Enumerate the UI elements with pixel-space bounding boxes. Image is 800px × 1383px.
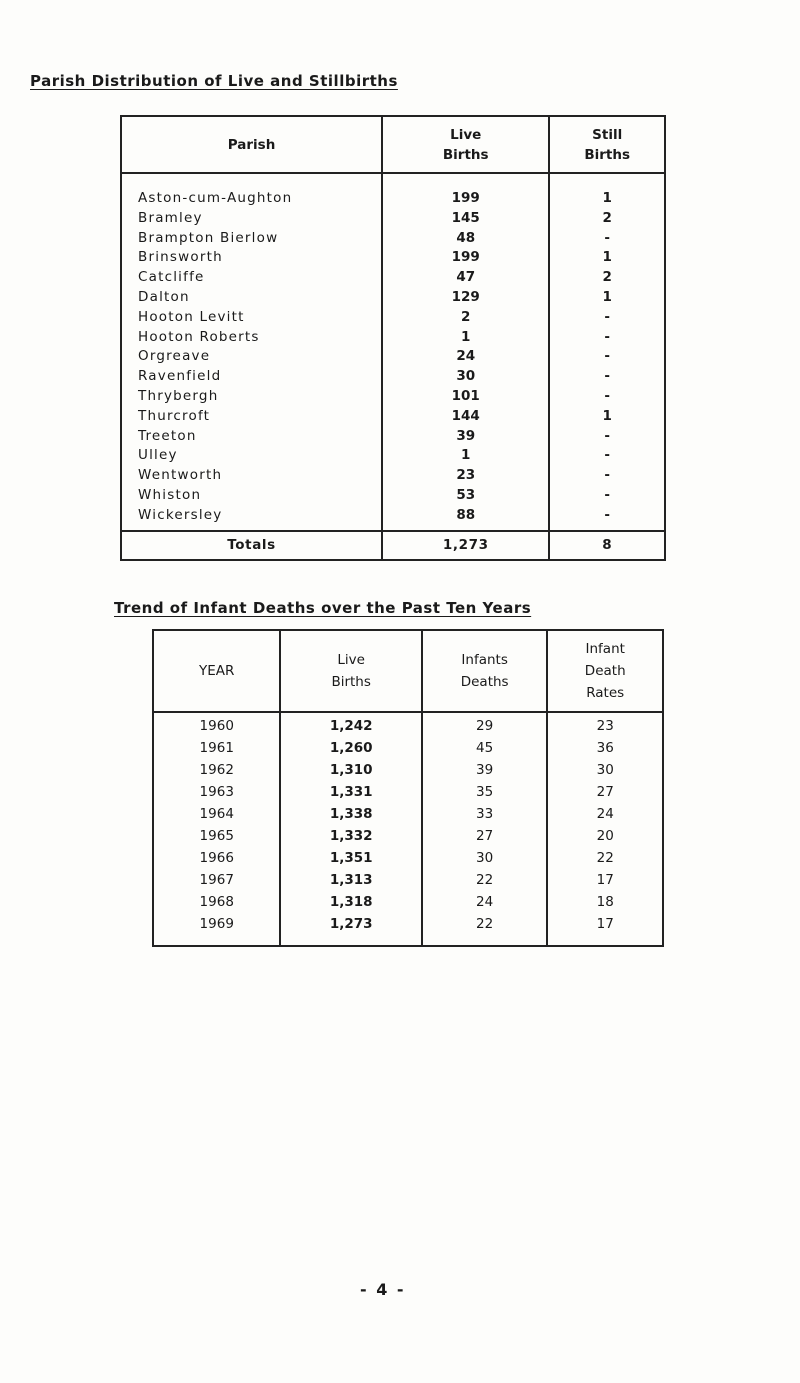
table-row xyxy=(153,803,663,825)
still-births: - xyxy=(549,427,665,447)
live-births: 145 xyxy=(382,209,549,229)
infant-deaths: 33 xyxy=(422,803,548,825)
infant-deaths: 24 xyxy=(422,891,548,913)
header-death-rates: Infant Death Rates xyxy=(547,630,663,712)
still-births: 2 xyxy=(549,268,665,288)
live-births: 1,331 xyxy=(280,781,421,803)
header-year: YEAR xyxy=(153,630,280,712)
table-row xyxy=(153,737,663,759)
parish-name: Brinsworth xyxy=(138,249,223,266)
table-row xyxy=(121,387,665,407)
table-row xyxy=(121,407,665,427)
live-births: 24 xyxy=(382,347,549,367)
live-births: 101 xyxy=(382,387,549,407)
year: 1965 xyxy=(199,828,234,844)
death-rate: 23 xyxy=(547,712,663,737)
parish-name: Bramley xyxy=(138,209,203,226)
table-row xyxy=(153,847,663,869)
death-rate: 36 xyxy=(547,737,663,759)
parish-name: Treeton xyxy=(138,427,197,444)
still-births: - xyxy=(549,328,665,348)
still-births: - xyxy=(549,387,665,407)
table-row xyxy=(121,427,665,447)
live-births: 1,313 xyxy=(280,869,421,891)
live-births: 47 xyxy=(382,268,549,288)
still-births: 1 xyxy=(549,407,665,427)
parish-name: Hooton Levitt xyxy=(138,308,245,325)
year: 1962 xyxy=(199,762,234,778)
death-rate: 30 xyxy=(547,759,663,781)
table-row xyxy=(121,288,665,308)
table-row xyxy=(153,825,663,847)
year: 1967 xyxy=(199,872,234,888)
table-row xyxy=(153,759,663,781)
parish-name: Wentworth xyxy=(138,467,223,484)
live-births: 144 xyxy=(382,407,549,427)
table-row xyxy=(121,229,665,249)
table-row xyxy=(121,268,665,288)
live-births: 1,351 xyxy=(280,847,421,869)
live-births: 88 xyxy=(382,506,549,531)
infant-deaths: 27 xyxy=(422,825,548,847)
table-row xyxy=(121,248,665,268)
year: 1968 xyxy=(199,894,234,910)
still-births: - xyxy=(549,506,665,531)
infant-deaths: 39 xyxy=(422,759,548,781)
live-births: 1,338 xyxy=(280,803,421,825)
still-births: - xyxy=(549,308,665,328)
death-rate: 18 xyxy=(547,891,663,913)
table-row xyxy=(121,347,665,367)
live-births: 1 xyxy=(382,328,549,348)
still-births: 1 xyxy=(549,173,665,209)
still-births: 1 xyxy=(549,288,665,308)
live-births: 1,318 xyxy=(280,891,421,913)
table-row xyxy=(121,486,665,506)
parish-name: Hooton Roberts xyxy=(138,328,260,345)
infant-deaths: 35 xyxy=(422,781,548,803)
trend-table-title: Trend of Infant Deaths over the Past Ten Years xyxy=(114,599,532,617)
live-births: 129 xyxy=(382,288,549,308)
live-births: 199 xyxy=(382,173,549,209)
parish-name: Thrybergh xyxy=(138,387,219,404)
still-births: - xyxy=(549,347,665,367)
header-row xyxy=(121,116,665,173)
live-births: 2 xyxy=(382,308,549,328)
table-row xyxy=(153,781,663,803)
year: 1960 xyxy=(199,718,234,734)
live-births: 39 xyxy=(382,427,549,447)
death-rate: 17 xyxy=(547,913,663,946)
year: 1964 xyxy=(199,806,234,822)
parish-name: Orgreave xyxy=(138,348,211,365)
live-births: 1,242 xyxy=(280,712,421,737)
still-births: 1 xyxy=(549,248,665,268)
infant-deaths: 45 xyxy=(422,737,548,759)
totals-live: 1,273 xyxy=(382,531,549,560)
infant-deaths: 29 xyxy=(422,712,548,737)
parish-name: Brampton Bierlow xyxy=(138,229,279,246)
table-row xyxy=(121,367,665,387)
infant-deaths: 22 xyxy=(422,869,548,891)
table-row xyxy=(121,506,665,531)
live-births: 1,260 xyxy=(280,737,421,759)
table-row xyxy=(121,209,665,229)
table-row xyxy=(153,712,663,737)
parish-name: Dalton xyxy=(138,288,190,305)
live-births: 23 xyxy=(382,466,549,486)
table-row xyxy=(153,913,663,946)
infant-deaths-trend-table xyxy=(152,629,664,947)
header-live-births: Live Births xyxy=(280,630,421,712)
infant-deaths: 22 xyxy=(422,913,548,946)
totals-still: 8 xyxy=(549,531,665,560)
year: 1963 xyxy=(199,784,234,800)
death-rate: 24 xyxy=(547,803,663,825)
totals-label: Totals xyxy=(121,531,382,560)
parish-name: Ulley xyxy=(138,447,178,464)
still-births: - xyxy=(549,229,665,249)
still-births: 2 xyxy=(549,209,665,229)
table-row xyxy=(121,446,665,466)
live-births: 53 xyxy=(382,486,549,506)
live-births: 1,332 xyxy=(280,825,421,847)
live-births: 1,273 xyxy=(280,913,421,946)
table-row xyxy=(153,869,663,891)
parish-name: Whiston xyxy=(138,486,202,503)
table-row xyxy=(121,308,665,328)
still-births: - xyxy=(549,367,665,387)
parish-name: Wickersley xyxy=(138,506,223,523)
table-row xyxy=(121,328,665,348)
death-rate: 20 xyxy=(547,825,663,847)
parish-name: Ravenfield xyxy=(138,368,222,385)
death-rate: 17 xyxy=(547,869,663,891)
parish-distribution-table xyxy=(120,115,666,561)
year: 1966 xyxy=(199,850,234,866)
header-row xyxy=(153,630,663,712)
page-number: - 4 - xyxy=(360,1280,406,1299)
totals-row xyxy=(121,531,665,560)
live-births: 199 xyxy=(382,248,549,268)
live-births: 30 xyxy=(382,367,549,387)
death-rate: 22 xyxy=(547,847,663,869)
parish-name: Thurcroft xyxy=(138,407,211,424)
table-row xyxy=(153,891,663,913)
infant-deaths: 30 xyxy=(422,847,548,869)
header-infant-deaths: Infants Deaths xyxy=(422,630,548,712)
year: 1969 xyxy=(199,916,234,932)
still-births: - xyxy=(549,486,665,506)
parish-table-title: Parish Distribution of Live and Stillbirths xyxy=(30,72,398,90)
parish-name: Catcliffe xyxy=(138,269,205,286)
live-births: 1 xyxy=(382,446,549,466)
header-still-births: Still Births xyxy=(549,116,665,173)
year: 1961 xyxy=(199,740,234,756)
table-row xyxy=(121,466,665,486)
live-births: 48 xyxy=(382,229,549,249)
parish-name: Aston-cum-Aughton xyxy=(138,190,293,206)
header-parish: Parish xyxy=(121,116,382,173)
live-births: 1,310 xyxy=(280,759,421,781)
still-births: - xyxy=(549,446,665,466)
still-births: - xyxy=(549,466,665,486)
header-live-births: Live Births xyxy=(382,116,549,173)
table-row xyxy=(121,173,665,209)
death-rate: 27 xyxy=(547,781,663,803)
